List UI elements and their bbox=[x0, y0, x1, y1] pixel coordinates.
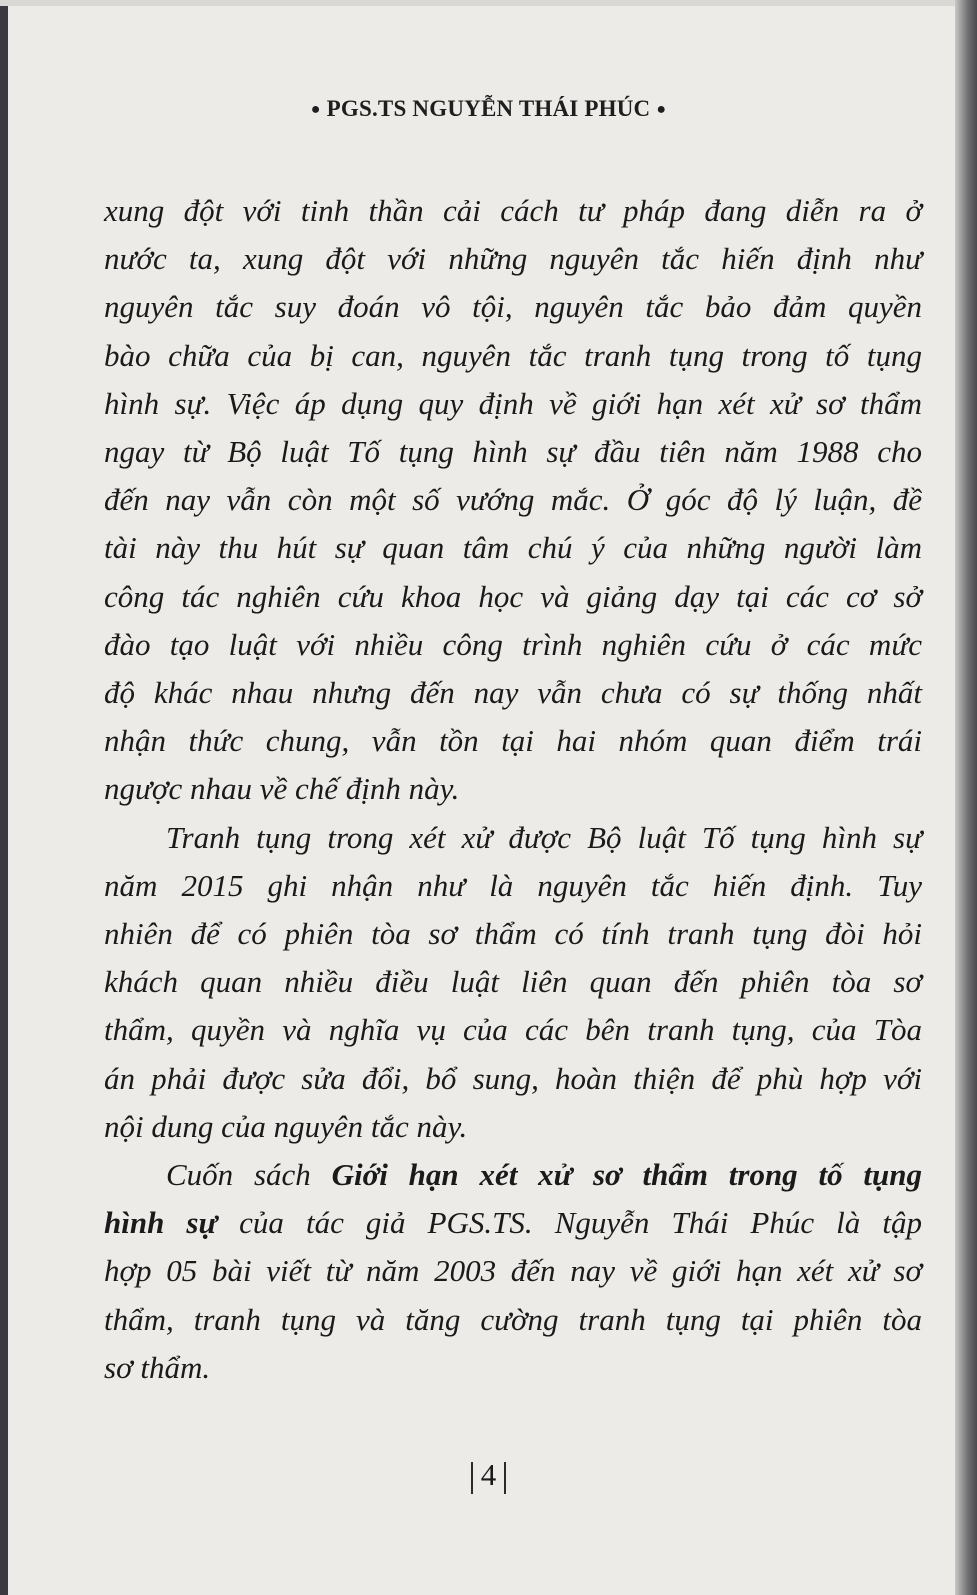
text-line: ngay từ Bộ luật Tố tụng hình sự đầu tiên năm 1988 cho bbox=[104, 434, 922, 470]
text-line: thẩm, quyền và nghĩa vụ của các bên tranh tụng, của Tòa bbox=[104, 1012, 922, 1048]
text-span: Cuốn sách bbox=[166, 1157, 332, 1193]
text-line: Tranh tụng trong xét xử được Bộ luật Tố tụng hình sự bbox=[166, 819, 922, 855]
text-line: hợp 05 bài viết từ năm 2003 đến nay về giới hạn xét xử sơ bbox=[104, 1253, 922, 1289]
running-head bbox=[0, 96, 977, 122]
text-line: năm 2015 ghi nhận như là nguyên tắc hiến định. Tuy bbox=[104, 867, 922, 903]
folio-bar bbox=[471, 1462, 473, 1494]
text-line: bào chữa của bị can, nguyên tắc tranh tụng trong tố tụng bbox=[104, 337, 922, 373]
text-line: hình sự. Việc áp dụng quy định về giới hạn xét xử sơ thẩm bbox=[104, 385, 922, 421]
book-title: Giới hạn xét xử sơ thẩm trong tố tụng bbox=[331, 1157, 922, 1193]
book-title: hình sự bbox=[104, 1205, 218, 1241]
text-line: đến nay vẫn còn một số vướng mắc. Ở góc độ lý luận, đề bbox=[104, 482, 922, 518]
text-span: của tác giả PGS.TS. Nguyễn Thái Phúc là tập bbox=[217, 1205, 922, 1241]
text-line bbox=[104, 1199, 922, 1247]
paragraph-1 bbox=[104, 187, 922, 814]
bullet-icon: ● bbox=[310, 101, 321, 118]
text-line: nguyên tắc suy đoán vô tội, nguyên tắc bảo đảm quyền bbox=[104, 289, 922, 325]
text-line: nội dung của nguyên tắc này. bbox=[104, 1108, 468, 1144]
text-line: khách quan nhiều điều luật liên quan đến phiên tòa sơ bbox=[104, 964, 922, 1000]
text-line: án phải được sửa đổi, bổ sung, hoàn thiện để phù hợp với bbox=[104, 1060, 922, 1096]
text-line: độ khác nhau nhưng đến nay vẫn chưa có sự thống nhất bbox=[104, 675, 922, 711]
page-number bbox=[0, 1457, 977, 1494]
text-line: ngược nhau về chế định này. bbox=[104, 771, 460, 807]
body-text bbox=[104, 187, 922, 1392]
running-head-text: PGS.TS NGUYỄN THÁI PHÚC bbox=[326, 96, 651, 121]
text-line: công tác nghiên cứu khoa học và giảng dạy tại các cơ sở bbox=[104, 578, 922, 614]
paragraph-3 bbox=[104, 1151, 922, 1392]
bullet-icon: ● bbox=[656, 101, 667, 118]
text-line: nhiên để có phiên tòa sơ thẩm có tính tranh tụng đòi hỏi bbox=[104, 916, 922, 952]
page-top-edge bbox=[0, 0, 977, 6]
page-number-text: 4 bbox=[480, 1457, 497, 1492]
text-line: tài này thu hút sự quan tâm chú ý của những người làm bbox=[104, 530, 922, 566]
text-line: nước ta, xung đột với những nguyên tắc hiến định như bbox=[104, 241, 922, 277]
text-line: sơ thẩm. bbox=[104, 1349, 211, 1385]
text-line bbox=[104, 1151, 922, 1199]
paragraph-2 bbox=[104, 814, 922, 1151]
text-line: xung đột với tinh thần cải cách tư pháp đang diễn ra ở bbox=[104, 193, 922, 228]
text-line: nhận thức chung, vẫn tồn tại hai nhóm quan điểm trái bbox=[104, 723, 922, 759]
folio-bar bbox=[504, 1462, 506, 1494]
text-line: đào tạo luật với nhiều công trình nghiên cứu ở các mức bbox=[104, 626, 922, 662]
text-line: thẩm, tranh tụng và tăng cường tranh tụng tại phiên tòa bbox=[104, 1301, 922, 1337]
